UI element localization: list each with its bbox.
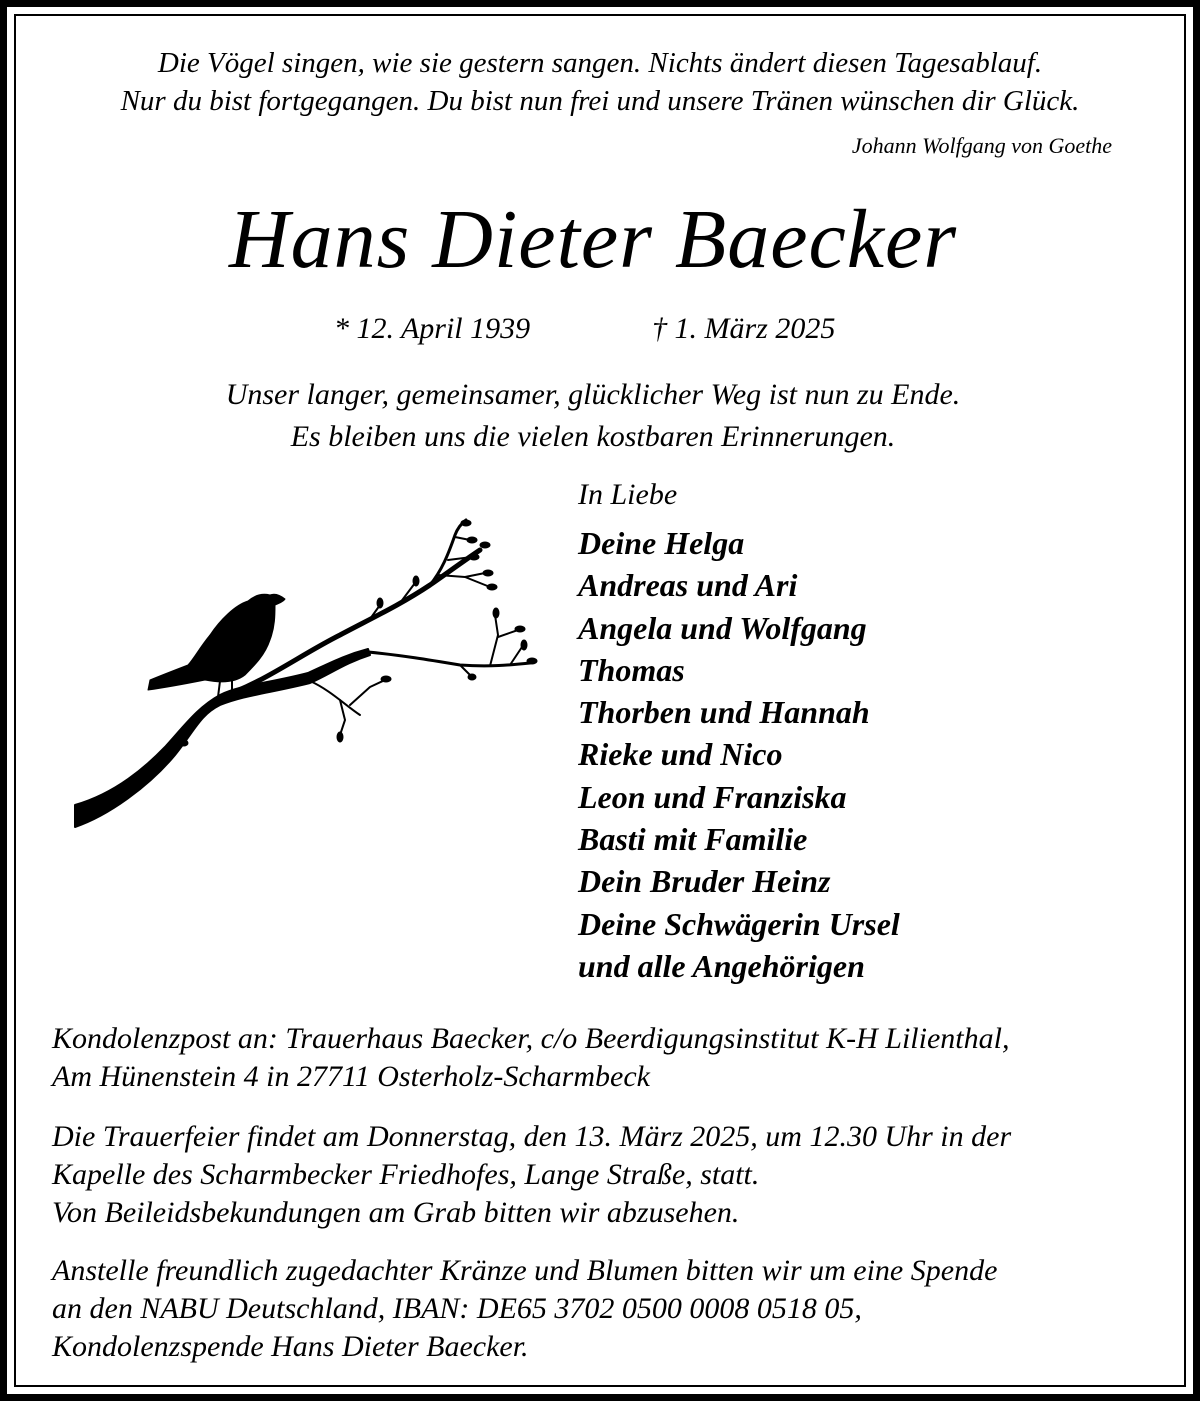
condolence-address (52, 1020, 1152, 1096)
mourner-item: Thomas (578, 651, 685, 688)
death-date: † 1. März 2025 (652, 312, 836, 345)
intro-line-1: Unser langer, gemeinsamer, glücklicher Weg ist nun zu Ende. (225, 378, 961, 411)
deceased-name: Hans Dieter Baecker (228, 193, 958, 286)
mourners-list (578, 522, 900, 987)
funeral-line-3: Von Beileidsbekundungen am Grab bitten wir abzusehen. (52, 1196, 740, 1229)
mourner-item: Thorben und Hannah (578, 694, 870, 731)
bird-on-branch-icon (70, 515, 550, 835)
condolence-line-1: Kondolenzpost an: Trauerhaus Baecker, c/o Beerdigungsinstitut K-H Lilienthal, (52, 1022, 1010, 1055)
mourner-item: Leon und Franziska (578, 778, 847, 815)
mourner-item: und alle Angehörigen (578, 947, 865, 984)
mourner-item: Basti mit Familie (578, 821, 808, 858)
mourner-item: Deine Helga (578, 525, 745, 561)
mourner-item: Deine Schwägerin Ursel (578, 905, 900, 942)
mourner-item: Rieke und Nico (578, 736, 783, 773)
funeral-info (52, 1118, 1152, 1232)
quote-line-2: Nur du bist fortgegangen. Du bist nun frei und unsere Tränen wünschen dir Glück. (120, 85, 1080, 117)
intro-line-2: Es bleiben uns die vielen kostbaren Erinnerungen. (290, 420, 896, 453)
mourner-item: Andreas und Ari (578, 567, 798, 604)
donation-info (52, 1252, 1152, 1366)
mourner-item: Dein Bruder Heinz (578, 863, 831, 900)
funeral-line-1: Die Trauerfeier findet am Donnerstag, den 13. März 2025, um 12.30 Uhr in der (52, 1120, 1012, 1153)
donation-line-3: Kondolenzspende Hans Dieter Baecker. (52, 1330, 529, 1363)
quote-author: Johann Wolfgang von Goethe (851, 133, 1112, 158)
goethe-quote (0, 44, 1200, 120)
intro-text (0, 374, 1186, 458)
mourner-item: Angela und Wolfgang (578, 609, 867, 646)
donation-line-1: Anstelle freundlich zugedachter Kränze und Blumen bitten wir um eine Spende (52, 1254, 998, 1287)
birth-date: * 12. April 1939 (334, 312, 531, 345)
donation-line-2: an den NABU Deutschland, IBAN: DE65 3702 0500 0008 0518 05, (52, 1292, 862, 1325)
funeral-line-2: Kapelle des Scharmbecker Friedhofes, Lange Straße, statt. (52, 1158, 760, 1191)
quote-line-1: Die Vögel singen, wie sie gestern sangen. Nichts ändert diesen Tagesablauf. (157, 47, 1043, 79)
condolence-line-2: Am Hünenstein 4 in 27711 Osterholz-Scharmbeck (52, 1060, 650, 1093)
in-love-label: In Liebe (578, 478, 678, 511)
